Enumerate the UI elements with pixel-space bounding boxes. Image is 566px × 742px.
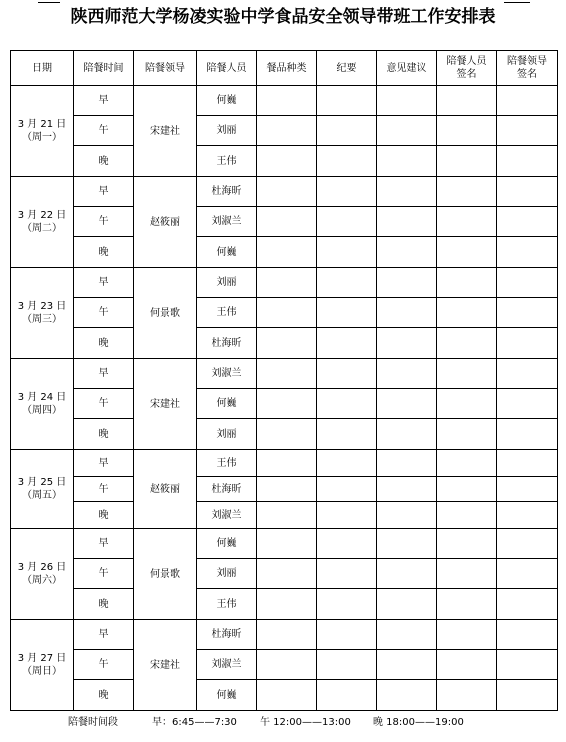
- table-row: [11, 559, 558, 589]
- staff-cell: 王伟: [197, 450, 257, 477]
- staff-cell: 杜海昕: [197, 477, 257, 502]
- staff-cell: 刘淑兰: [197, 207, 257, 237]
- staff-signature-cell[interactable]: [437, 529, 497, 559]
- food-cell[interactable]: [257, 86, 317, 116]
- duty-schedule-table: [10, 50, 558, 711]
- staff-signature-cell[interactable]: [437, 450, 497, 477]
- staff-signature-cell[interactable]: [437, 359, 497, 389]
- food-cell[interactable]: [257, 359, 317, 389]
- suggestion-cell[interactable]: [377, 477, 437, 502]
- food-cell[interactable]: [257, 207, 317, 237]
- suggestion-cell[interactable]: [377, 502, 437, 529]
- staff-cell: 何巍: [197, 680, 257, 711]
- leader-signature-cell[interactable]: [497, 650, 558, 680]
- meal-cell: 早: [74, 450, 134, 477]
- table-row: [11, 116, 558, 146]
- discipline-cell[interactable]: [317, 589, 377, 620]
- discipline-cell[interactable]: [317, 419, 377, 450]
- footer-lunch: 午 12:00——13:00: [260, 717, 351, 728]
- staff-signature-cell[interactable]: [437, 589, 497, 620]
- suggestion-cell[interactable]: [377, 419, 437, 450]
- table-row: [11, 237, 558, 268]
- food-cell[interactable]: [257, 328, 317, 359]
- suggestion-cell[interactable]: [377, 207, 437, 237]
- leader-signature-cell[interactable]: [497, 328, 558, 359]
- staff-cell: 刘丽: [197, 419, 257, 450]
- date-cell: [11, 529, 74, 620]
- leader-signature-cell[interactable]: [497, 589, 558, 620]
- table-row: [11, 650, 558, 680]
- suggestion-cell[interactable]: [377, 268, 437, 298]
- discipline-cell[interactable]: [317, 146, 377, 177]
- leader-signature-cell[interactable]: [497, 177, 558, 207]
- suggestion-cell[interactable]: [377, 680, 437, 711]
- leader-signature-cell[interactable]: [497, 477, 558, 502]
- header-meal-time: 陪餐时间: [74, 51, 134, 86]
- suggestion-cell[interactable]: [377, 650, 437, 680]
- date-text: 3 月 21 日: [17, 119, 67, 130]
- weekday-text: （周五）: [22, 490, 62, 501]
- table-row: [11, 177, 558, 207]
- staff-cell: 刘淑兰: [197, 359, 257, 389]
- leader-signature-cell[interactable]: [497, 268, 558, 298]
- date-cell: [11, 359, 74, 450]
- table-row: [11, 146, 558, 177]
- table-row: [11, 450, 558, 477]
- table-row: [11, 620, 558, 650]
- discipline-cell[interactable]: [317, 268, 377, 298]
- discipline-cell[interactable]: [317, 298, 377, 328]
- staff-cell: 刘淑兰: [197, 650, 257, 680]
- discipline-cell[interactable]: [317, 328, 377, 359]
- staff-cell: 何巍: [197, 529, 257, 559]
- discipline-cell[interactable]: [317, 86, 377, 116]
- food-cell[interactable]: [257, 237, 317, 268]
- staff-signature-cell[interactable]: [437, 268, 497, 298]
- leader-signature-cell[interactable]: [497, 389, 558, 419]
- weekday-text: （周日）: [22, 666, 62, 677]
- staff-signature-cell[interactable]: [437, 207, 497, 237]
- date-cell: [11, 177, 74, 268]
- leader-signature-cell[interactable]: [497, 146, 558, 177]
- food-cell[interactable]: [257, 650, 317, 680]
- weekday-text: （周二）: [22, 223, 62, 234]
- food-cell[interactable]: [257, 450, 317, 477]
- food-cell[interactable]: [257, 298, 317, 328]
- meal-cell: 午: [74, 298, 134, 328]
- staff-cell: 刘淑兰: [197, 502, 257, 529]
- discipline-cell[interactable]: [317, 450, 377, 477]
- staff-signature-cell[interactable]: [437, 116, 497, 146]
- food-cell[interactable]: [257, 502, 317, 529]
- date-text: 3 月 27 日: [17, 653, 67, 664]
- food-cell[interactable]: [257, 620, 317, 650]
- table-row: [11, 419, 558, 450]
- header-date: 日期: [11, 51, 74, 86]
- footer-dinner: 晚 18:00——19:00: [373, 717, 464, 728]
- staff-signature-cell[interactable]: [437, 620, 497, 650]
- food-cell[interactable]: [257, 589, 317, 620]
- staff-cell: 刘丽: [197, 268, 257, 298]
- food-cell[interactable]: [257, 559, 317, 589]
- food-cell[interactable]: [257, 529, 317, 559]
- suggestion-cell[interactable]: [377, 328, 437, 359]
- staff-cell: 刘丽: [197, 559, 257, 589]
- date-cell: [11, 86, 74, 177]
- leader-signature-cell[interactable]: [497, 559, 558, 589]
- leader-signature-cell[interactable]: [497, 529, 558, 559]
- discipline-cell[interactable]: [317, 680, 377, 711]
- suggestion-cell[interactable]: [377, 177, 437, 207]
- meal-cell: 早: [74, 86, 134, 116]
- food-cell[interactable]: [257, 419, 317, 450]
- table-row: [11, 328, 558, 359]
- meal-cell: 晚: [74, 502, 134, 529]
- meal-cell: 午: [74, 389, 134, 419]
- top-right-rule: [504, 2, 530, 3]
- staff-signature-cell[interactable]: [437, 477, 497, 502]
- food-cell[interactable]: [257, 389, 317, 419]
- schedule-body: [11, 86, 558, 711]
- leader-signature-cell[interactable]: [497, 298, 558, 328]
- table-row: [11, 359, 558, 389]
- food-cell[interactable]: [257, 177, 317, 207]
- suggestion-cell[interactable]: [377, 298, 437, 328]
- header-row: [11, 51, 558, 86]
- table-row: [11, 477, 558, 502]
- meal-cell: 早: [74, 359, 134, 389]
- staff-signature-cell[interactable]: [437, 559, 497, 589]
- suggestion-cell[interactable]: [377, 86, 437, 116]
- leader-signature-cell[interactable]: [497, 116, 558, 146]
- leader-signature-cell[interactable]: [497, 359, 558, 389]
- meal-cell: 早: [74, 620, 134, 650]
- discipline-cell[interactable]: [317, 502, 377, 529]
- staff-signature-cell[interactable]: [437, 328, 497, 359]
- table-row: [11, 529, 558, 559]
- suggestion-cell[interactable]: [377, 620, 437, 650]
- suggestion-cell[interactable]: [377, 116, 437, 146]
- staff-cell: 杜海昕: [197, 328, 257, 359]
- date-text: 3 月 24 日: [17, 392, 67, 403]
- discipline-cell[interactable]: [317, 389, 377, 419]
- discipline-cell[interactable]: [317, 237, 377, 268]
- discipline-cell[interactable]: [317, 177, 377, 207]
- staff-signature-cell[interactable]: [437, 237, 497, 268]
- staff-signature-cell[interactable]: [437, 298, 497, 328]
- staff-cell: 何巍: [197, 86, 257, 116]
- leader-cell: 何景歌: [134, 268, 197, 359]
- staff-signature-cell[interactable]: [437, 177, 497, 207]
- date-text: 3 月 26 日: [17, 562, 67, 573]
- header-leader-signature: 陪餐领导 签名: [497, 51, 558, 86]
- staff-cell: 刘丽: [197, 116, 257, 146]
- leader-signature-cell[interactable]: [497, 419, 558, 450]
- suggestion-cell[interactable]: [377, 559, 437, 589]
- footer-breakfast: 早：6:45——7:30: [152, 717, 237, 728]
- staff-cell: 何巍: [197, 389, 257, 419]
- staff-signature-cell[interactable]: [437, 86, 497, 116]
- table-row: [11, 502, 558, 529]
- staff-signature-cell[interactable]: [437, 650, 497, 680]
- header-staff: 陪餐人员: [197, 51, 257, 86]
- weekday-text: （周一）: [22, 132, 62, 143]
- meal-cell: 晚: [74, 146, 134, 177]
- meal-cell: 晚: [74, 328, 134, 359]
- staff-signature-cell[interactable]: [437, 419, 497, 450]
- header-food-type: 餐品种类: [257, 51, 317, 86]
- staff-signature-cell[interactable]: [437, 146, 497, 177]
- meal-cell: 午: [74, 477, 134, 502]
- staff-cell: 王伟: [197, 146, 257, 177]
- date-cell: [11, 450, 74, 529]
- food-cell[interactable]: [257, 477, 317, 502]
- meal-cell: 午: [74, 559, 134, 589]
- food-cell[interactable]: [257, 268, 317, 298]
- staff-cell: 杜海昕: [197, 177, 257, 207]
- leader-cell: 宋建社: [134, 86, 197, 177]
- suggestion-cell[interactable]: [377, 146, 437, 177]
- leader-cell: 赵筱丽: [134, 450, 197, 529]
- staff-cell: 杜海昕: [197, 620, 257, 650]
- food-cell[interactable]: [257, 116, 317, 146]
- staff-cell: 王伟: [197, 298, 257, 328]
- table-row: [11, 680, 558, 711]
- meal-cell: 午: [74, 207, 134, 237]
- suggestion-cell[interactable]: [377, 389, 437, 419]
- leader-signature-cell[interactable]: [497, 237, 558, 268]
- table-row: [11, 389, 558, 419]
- suggestion-cell[interactable]: [377, 359, 437, 389]
- food-cell[interactable]: [257, 146, 317, 177]
- table-row: [11, 86, 558, 116]
- staff-cell: 王伟: [197, 589, 257, 620]
- discipline-cell[interactable]: [317, 359, 377, 389]
- date-text: 3 月 25 日: [17, 477, 67, 488]
- discipline-cell[interactable]: [317, 650, 377, 680]
- staff-signature-cell[interactable]: [437, 389, 497, 419]
- date-cell: [11, 620, 74, 711]
- discipline-cell[interactable]: [317, 207, 377, 237]
- page-title: 陕西师范大学杨凌实验中学食品安全领导带班工作安排表: [70, 7, 496, 27]
- top-left-rule: [38, 2, 60, 3]
- weekday-text: （周六）: [22, 575, 62, 586]
- leader-signature-cell[interactable]: [497, 502, 558, 529]
- meal-cell: 早: [74, 177, 134, 207]
- table-row: [11, 268, 558, 298]
- date-cell: [11, 268, 74, 359]
- discipline-cell[interactable]: [317, 559, 377, 589]
- staff-cell: 何巍: [197, 237, 257, 268]
- date-text: 3 月 22 日: [17, 210, 67, 221]
- suggestion-cell[interactable]: [377, 589, 437, 620]
- meal-cell: 午: [74, 650, 134, 680]
- table-row: [11, 298, 558, 328]
- table-row: [11, 207, 558, 237]
- table-row: [11, 589, 558, 620]
- meal-cell: 午: [74, 116, 134, 146]
- meal-cell: 早: [74, 268, 134, 298]
- leader-signature-cell[interactable]: [497, 680, 558, 711]
- leader-signature-cell[interactable]: [497, 620, 558, 650]
- leader-cell: 何景歌: [134, 529, 197, 620]
- meal-cell: 晚: [74, 419, 134, 450]
- header-staff-signature: 陪餐人员 签名: [437, 51, 497, 86]
- weekday-text: （周三）: [22, 314, 62, 325]
- leader-cell: 宋建社: [134, 620, 197, 711]
- date-text: 3 月 23 日: [17, 301, 67, 312]
- meal-cell: 晚: [74, 237, 134, 268]
- suggestion-cell[interactable]: [377, 237, 437, 268]
- header-suggestion: 意见建议: [377, 51, 437, 86]
- discipline-cell[interactable]: [317, 477, 377, 502]
- suggestion-cell[interactable]: [377, 529, 437, 559]
- footer-label: 陪餐时间段: [68, 717, 118, 728]
- staff-signature-cell[interactable]: [437, 680, 497, 711]
- leader-cell: 宋建社: [134, 359, 197, 450]
- discipline-cell[interactable]: [317, 116, 377, 146]
- leader-cell: 赵筱丽: [134, 177, 197, 268]
- discipline-cell[interactable]: [317, 620, 377, 650]
- discipline-cell[interactable]: [317, 529, 377, 559]
- weekday-text: （周四）: [22, 405, 62, 416]
- header-leader: 陪餐领导: [134, 51, 197, 86]
- leader-signature-cell[interactable]: [497, 86, 558, 116]
- staff-signature-cell[interactable]: [437, 502, 497, 529]
- food-cell[interactable]: [257, 680, 317, 711]
- meal-cell: 晚: [74, 680, 134, 711]
- leader-signature-cell[interactable]: [497, 207, 558, 237]
- meal-cell: 晚: [74, 589, 134, 620]
- leader-signature-cell[interactable]: [497, 450, 558, 477]
- suggestion-cell[interactable]: [377, 450, 437, 477]
- meal-cell: 早: [74, 529, 134, 559]
- header-discipline: 纪要: [317, 51, 377, 86]
